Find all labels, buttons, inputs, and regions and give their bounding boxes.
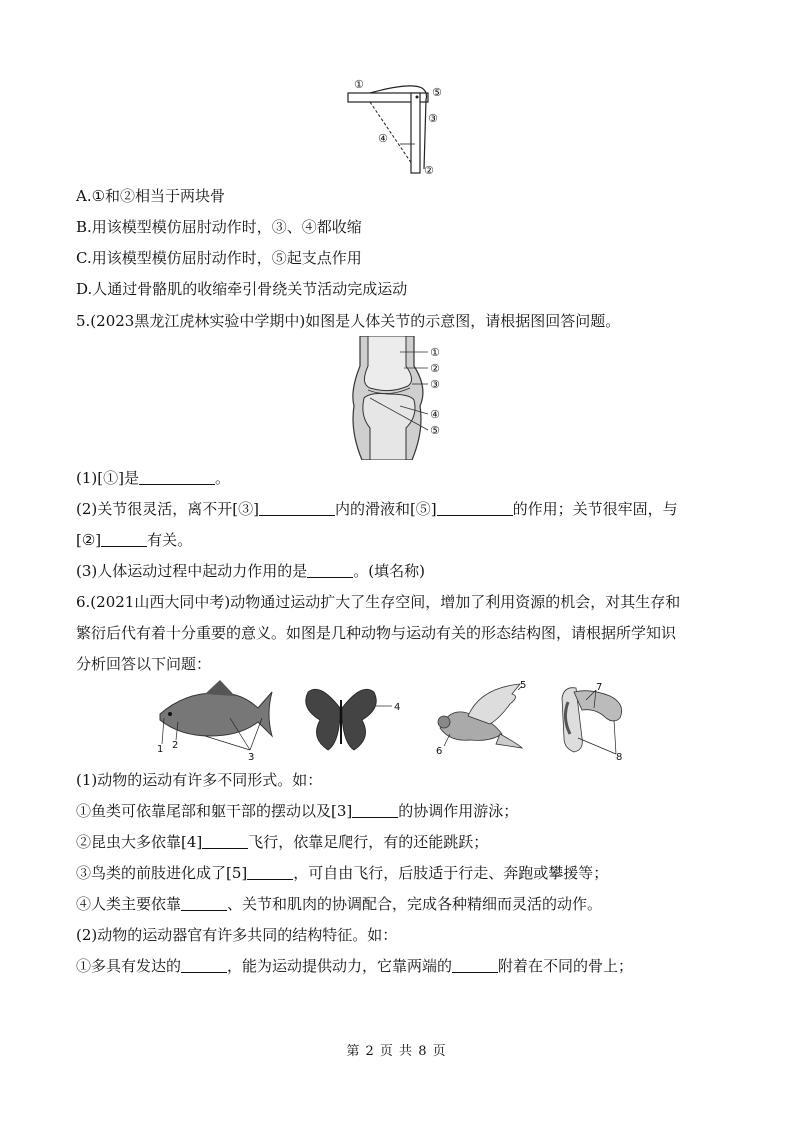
label-1: ① — [354, 78, 364, 91]
butterfly-image — [306, 689, 401, 750]
answer-blank[interactable] — [259, 500, 335, 516]
label-3: 3 — [248, 752, 255, 762]
label-3: ③ — [430, 378, 440, 391]
q6-part1-iv: ④人类主要依靠 、关节和肌肉的协调配合，完成各种精细而灵活的动作。 — [76, 895, 603, 913]
q6-part2-i: ①多具有发达的 ，能为运动提供动力，它靠两端的 附着在不同的骨上； — [76, 957, 634, 975]
answer-blank[interactable] — [452, 957, 498, 973]
q4-option-b: B.用该模型模仿屈肘动作时，③、④都收缩 — [76, 218, 362, 236]
q5-part1: (1)[①]是 。 — [76, 469, 230, 487]
label-7: 7 — [596, 682, 603, 693]
q5-part2-cont: [②] 有关。 — [76, 531, 193, 549]
q6-stem-2: 繁衍后代有着十分重要的意义。如图是几种动物与运动有关的形态结构图，请根据所学知识 — [76, 624, 677, 642]
q6-animals-figure — [150, 678, 640, 762]
label-5: ⑤ — [430, 424, 440, 437]
page-footer: 第 2 页 共 8 页 — [346, 1044, 447, 1059]
label-6: 6 — [436, 746, 443, 757]
label-5: 5 — [520, 680, 527, 691]
label-4: 4 — [394, 702, 401, 713]
label-8: 8 — [616, 752, 623, 762]
answer-blank[interactable] — [139, 469, 215, 485]
answer-blank[interactable] — [181, 957, 227, 973]
q6-part1-i: ①鱼类可依靠尾部和躯干部的摆动以及[3] 的协调作用游泳； — [76, 802, 519, 820]
q4-option-c: C.用该模型模仿屈肘动作时，⑤起支点作用 — [76, 249, 362, 267]
answer-blank[interactable] — [352, 802, 398, 818]
bird-image — [436, 680, 526, 757]
q6-stem-3: 分析回答以下问题： — [76, 655, 212, 673]
label-3: ③ — [428, 112, 438, 125]
label-2: ② — [424, 164, 434, 177]
answer-blank[interactable] — [247, 864, 293, 880]
q4-option-d: D.人通过骨骼肌的收缩牵引骨绕关节活动完成运动 — [76, 280, 408, 298]
answer-blank[interactable] — [307, 562, 353, 578]
answer-blank[interactable] — [101, 531, 147, 547]
human-arm-image — [562, 682, 622, 762]
label-4: ④ — [378, 132, 388, 145]
q4-model-figure — [340, 74, 450, 178]
q4-option-a: A.①和②相当于两块骨 — [76, 187, 226, 205]
label-4: ④ — [430, 408, 440, 421]
q5-stem: 5.(2023黑龙江虎林实验中学期中)如图是人体关节的示意图，请根据图回答问题。 — [76, 312, 621, 330]
q6-part1-ii: ②昆虫大多依靠[4] 飞行，依靠足爬行，有的还能跳跃； — [76, 833, 489, 851]
q5-part3: (3)人体运动过程中起动力作用的是 。(填名称) — [76, 562, 425, 580]
fish-image — [157, 680, 272, 762]
label-1: 1 — [157, 744, 164, 755]
q5-joint-figure — [340, 336, 455, 460]
q5-part2: (2)关节很灵活，离不开[③] 内的滑液和[⑤] 的作用；关节很牢固，与 — [76, 500, 678, 518]
answer-blank[interactable] — [202, 833, 248, 849]
q6-part1: (1)动物的运动有许多不同形式。如： — [76, 771, 323, 789]
label-1: ① — [430, 346, 440, 359]
q6-part1-iii: ③鸟类的前肢进化成了[5] ，可自由飞行，后肢适于行走、奔跑或攀援等； — [76, 864, 609, 882]
label-5: ⑤ — [432, 86, 442, 99]
answer-blank[interactable] — [181, 895, 227, 911]
q6-stem-1: 6.(2021山西大同中考)动物通过运动扩大了生存空间，增加了利用资源的机会，对其生存和 — [76, 593, 681, 611]
answer-blank[interactable] — [437, 500, 513, 516]
label-2: 2 — [172, 740, 179, 751]
q6-part2: (2)动物的运动器官有许多共同的结构特征。如： — [76, 926, 398, 944]
label-2: ② — [430, 362, 440, 375]
